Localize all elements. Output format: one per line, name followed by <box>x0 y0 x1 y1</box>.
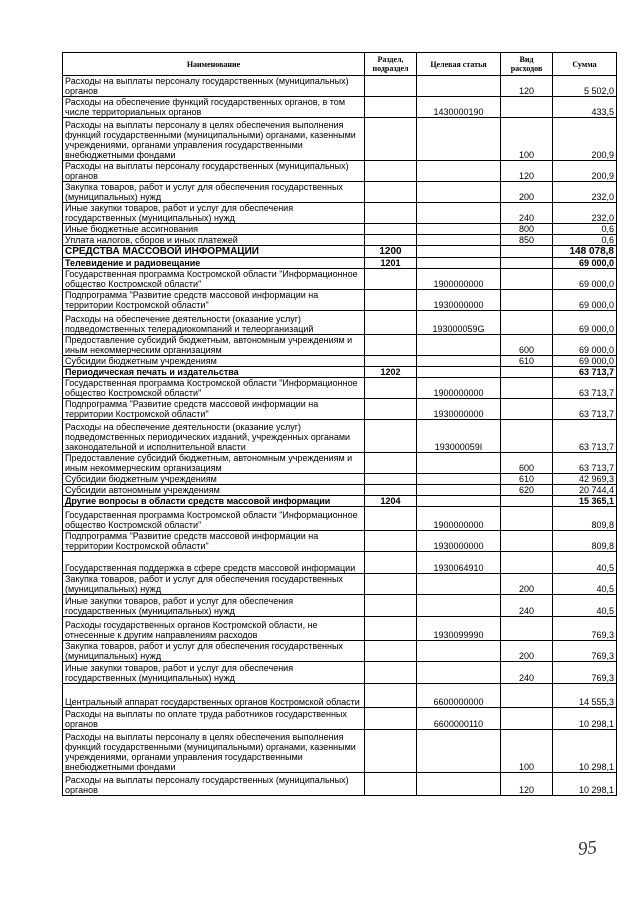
cell-name: Расходы на обеспечение деятельности (оказание услуг) подведомственных периодических изданий, учрежденных органами законодательной и исполнительной власти <box>63 420 365 453</box>
cell-sum: 809,8 <box>553 531 617 552</box>
cell-section <box>365 474 417 485</box>
cell-section <box>365 485 417 496</box>
cell-section <box>365 552 417 574</box>
cell-kind <box>501 290 553 311</box>
cell-sum: 200,9 <box>553 118 617 161</box>
cell-target: 1900000000 <box>417 378 501 399</box>
cell-section <box>365 161 417 182</box>
cell-section <box>365 378 417 399</box>
cell-name: Иные закупки товаров, работ и услуг для обеспечения государственных (муниципальных) нужд <box>63 595 365 617</box>
cell-kind: 620 <box>501 485 553 496</box>
cell-name: Расходы на выплаты персоналу в целях обеспечения выполнения функций государственными (муниципальными) органами, казенными учреждениями, органами управления государственными внебюджетными фондами <box>63 118 365 161</box>
cell-sum: 5 502,0 <box>553 76 617 97</box>
table-row <box>63 311 617 335</box>
table-row <box>63 335 617 356</box>
cell-section: 1204 <box>365 496 417 507</box>
cell-section: 1202 <box>365 367 417 378</box>
cell-kind <box>501 420 553 453</box>
table-body <box>63 76 617 796</box>
cell-sum: 433,5 <box>553 97 617 118</box>
cell-target <box>417 203 501 224</box>
cell-sum: 769,3 <box>553 617 617 641</box>
cell-kind: 240 <box>501 595 553 617</box>
cell-kind: 800 <box>501 224 553 235</box>
cell-sum: 0,6 <box>553 235 617 246</box>
cell-section <box>365 531 417 552</box>
cell-name: Предоставление субсидий бюджетным, автономным учреждениям и иным некоммерческим организациям <box>63 453 365 474</box>
cell-section <box>365 708 417 730</box>
table-row <box>63 574 617 595</box>
cell-sum: 10 298,1 <box>553 773 617 796</box>
cell-name: Закупка товаров, работ и услуг для обеспечения государственных (муниципальных) нужд <box>63 182 365 203</box>
table-row <box>63 235 617 246</box>
cell-name: Субсидии бюджетным учреждениям <box>63 474 365 485</box>
cell-target <box>417 474 501 485</box>
cell-section <box>365 269 417 290</box>
table-row <box>63 662 617 684</box>
cell-name: Расходы на выплаты персоналу в целях обеспечения выполнения функций государственными (муниципальными) органами, казенными учреждениями, органами управления государственными внебюджетными фондами <box>63 730 365 773</box>
table-row <box>63 641 617 662</box>
table-row <box>63 203 617 224</box>
cell-kind: 100 <box>501 730 553 773</box>
cell-sum: 42 969,3 <box>553 474 617 485</box>
cell-sum: 769,3 <box>553 662 617 684</box>
cell-sum: 63 713,7 <box>553 378 617 399</box>
cell-sum: 40,5 <box>553 552 617 574</box>
cell-kind <box>501 531 553 552</box>
cell-section <box>365 356 417 367</box>
cell-name: Уплата налогов, сборов и иных платежей <box>63 235 365 246</box>
cell-target <box>417 161 501 182</box>
table-row <box>63 224 617 235</box>
table-row <box>63 730 617 773</box>
cell-name: Расходы на обеспечение деятельности (оказание услуг) подведомственных телерадиокомпаний и телеорганизаций <box>63 311 365 335</box>
cell-kind <box>501 552 553 574</box>
cell-sum: 10 298,1 <box>553 708 617 730</box>
cell-sum: 232,0 <box>553 203 617 224</box>
cell-name: Иные закупки товаров, работ и услуг для обеспечения государственных (муниципальных) нужд <box>63 662 365 684</box>
cell-section <box>365 773 417 796</box>
table-row <box>63 595 617 617</box>
cell-section: 1200 <box>365 246 417 258</box>
cell-kind: 120 <box>501 76 553 97</box>
cell-sum: 63 713,7 <box>553 367 617 378</box>
cell-name: Расходы на выплаты персоналу государственных (муниципальных) органов <box>63 76 365 97</box>
cell-target: 193000059G <box>417 311 501 335</box>
cell-section <box>365 617 417 641</box>
table-row <box>63 496 617 507</box>
cell-target: 1930099990 <box>417 617 501 641</box>
cell-target <box>417 730 501 773</box>
cell-kind: 610 <box>501 474 553 485</box>
cell-section <box>365 574 417 595</box>
cell-target: 1930000000 <box>417 531 501 552</box>
table-row <box>63 684 617 708</box>
cell-section <box>365 290 417 311</box>
table-row <box>63 97 617 118</box>
cell-sum: 14 555,3 <box>553 684 617 708</box>
cell-target <box>417 118 501 161</box>
cell-target: 6600000000 <box>417 684 501 708</box>
table-row <box>63 258 617 269</box>
cell-name: Иные бюджетные ассигнования <box>63 224 365 235</box>
table-row <box>63 161 617 182</box>
cell-sum: 15 365,1 <box>553 496 617 507</box>
table-row <box>63 290 617 311</box>
cell-section <box>365 76 417 97</box>
cell-target <box>417 773 501 796</box>
cell-section <box>365 453 417 474</box>
cell-name: Субсидии бюджетным учреждениям <box>63 356 365 367</box>
page-number: 95 <box>576 837 598 860</box>
cell-kind: 120 <box>501 161 553 182</box>
cell-name: Государственная программа Костромской области "Информационное общество Костромской области" <box>63 269 365 290</box>
cell-kind: 100 <box>501 118 553 161</box>
cell-section <box>365 507 417 531</box>
cell-name: Подпрограмма "Развитие средств массовой информации на территории Костромской области" <box>63 531 365 552</box>
cell-kind <box>501 269 553 290</box>
table-row <box>63 617 617 641</box>
table-row <box>63 474 617 485</box>
cell-sum: 232,0 <box>553 182 617 203</box>
cell-target: 1930064910 <box>417 552 501 574</box>
cell-target: 1900000000 <box>417 269 501 290</box>
cell-section <box>365 595 417 617</box>
cell-target <box>417 76 501 97</box>
cell-sum: 40,5 <box>553 595 617 617</box>
cell-sum: 0,6 <box>553 224 617 235</box>
cell-target <box>417 356 501 367</box>
cell-section <box>365 235 417 246</box>
cell-target <box>417 496 501 507</box>
cell-target <box>417 595 501 617</box>
cell-sum: 63 713,7 <box>553 420 617 453</box>
cell-kind <box>501 97 553 118</box>
cell-target: 1930000000 <box>417 399 501 420</box>
cell-section <box>365 97 417 118</box>
cell-target <box>417 235 501 246</box>
cell-sum: 40,5 <box>553 574 617 595</box>
cell-target: 1930000000 <box>417 290 501 311</box>
header-section: Раздел, подраздел <box>365 53 417 76</box>
cell-sum: 148 078,8 <box>553 246 617 258</box>
cell-kind: 610 <box>501 356 553 367</box>
cell-kind: 240 <box>501 662 553 684</box>
cell-target <box>417 367 501 378</box>
cell-name: Государственная поддержка в сфере средств массовой информации <box>63 552 365 574</box>
cell-name: Телевидение и радиовещание <box>63 258 365 269</box>
cell-name: Государственная программа Костромской области "Информационное общество Костромской области" <box>63 378 365 399</box>
cell-sum: 69 000,0 <box>553 335 617 356</box>
table-row <box>63 118 617 161</box>
budget-table <box>62 52 617 796</box>
table-row <box>63 399 617 420</box>
cell-target <box>417 224 501 235</box>
cell-name: Подпрограмма "Развитие средств массовой информации на территории Костромской области" <box>63 290 365 311</box>
cell-name: Закупка товаров, работ и услуг для обеспечения государственных (муниципальных) нужд <box>63 641 365 662</box>
cell-sum: 769,3 <box>553 641 617 662</box>
cell-section <box>365 203 417 224</box>
cell-kind <box>501 684 553 708</box>
cell-kind: 200 <box>501 641 553 662</box>
cell-sum: 10 298,1 <box>553 730 617 773</box>
table-row <box>63 507 617 531</box>
cell-kind <box>501 311 553 335</box>
cell-sum: 809,8 <box>553 507 617 531</box>
cell-kind <box>501 496 553 507</box>
cell-name: Субсидии автономным учреждениям <box>63 485 365 496</box>
cell-target: 193000059I <box>417 420 501 453</box>
cell-section <box>365 684 417 708</box>
cell-name: Закупка товаров, работ и услуг для обеспечения государственных (муниципальных) нужд <box>63 574 365 595</box>
cell-name: Расходы на выплаты персоналу государственных (муниципальных) органов <box>63 773 365 796</box>
cell-section <box>365 399 417 420</box>
cell-section <box>365 335 417 356</box>
cell-sum: 69 000,0 <box>553 269 617 290</box>
cell-target <box>417 246 501 258</box>
table-row <box>63 182 617 203</box>
table-row <box>63 552 617 574</box>
cell-sum: 69 000,0 <box>553 258 617 269</box>
cell-name: Расходы на обеспечение функций государственных органов, в том числе территориальных органов <box>63 97 365 118</box>
cell-name: Иные закупки товаров, работ и услуг для обеспечения государственных (муниципальных) нужд <box>63 203 365 224</box>
cell-section <box>365 311 417 335</box>
cell-kind: 850 <box>501 235 553 246</box>
cell-sum: 63 713,7 <box>553 453 617 474</box>
cell-kind <box>501 378 553 399</box>
cell-sum: 69 000,0 <box>553 311 617 335</box>
table-row <box>63 708 617 730</box>
cell-name: Предоставление субсидий бюджетным, автономным учреждениям и иным некоммерческим организациям <box>63 335 365 356</box>
cell-name: Расходы государственных органов Костромской области, не отнесенные к другим направлениям расходов <box>63 617 365 641</box>
cell-kind: 200 <box>501 182 553 203</box>
table-row <box>63 531 617 552</box>
cell-section <box>365 118 417 161</box>
cell-kind: 120 <box>501 773 553 796</box>
cell-section <box>365 224 417 235</box>
cell-kind <box>501 507 553 531</box>
cell-kind: 600 <box>501 335 553 356</box>
header-kind: Вид расходов <box>501 53 553 76</box>
cell-name: Периодическая печать и издательства <box>63 367 365 378</box>
table-row <box>63 453 617 474</box>
cell-section <box>365 662 417 684</box>
cell-section <box>365 420 417 453</box>
cell-name: Другие вопросы в области средств массовой информации <box>63 496 365 507</box>
cell-sum: 63 713,7 <box>553 399 617 420</box>
cell-kind <box>501 399 553 420</box>
table-row <box>63 356 617 367</box>
cell-target: 6600000110 <box>417 708 501 730</box>
cell-name: Государственная программа Костромской области "Информационное общество Костромской области" <box>63 507 365 531</box>
table-row <box>63 378 617 399</box>
cell-name: Центральный аппарат государственных органов Костромской области <box>63 684 365 708</box>
cell-target <box>417 662 501 684</box>
table-row <box>63 420 617 453</box>
cell-target <box>417 485 501 496</box>
table-row <box>63 773 617 796</box>
cell-sum: 200,9 <box>553 161 617 182</box>
header-target: Целевая статья <box>417 53 501 76</box>
cell-section <box>365 730 417 773</box>
cell-target <box>417 258 501 269</box>
cell-section: 1201 <box>365 258 417 269</box>
table-row <box>63 246 617 258</box>
table-row <box>63 269 617 290</box>
cell-sum: 69 000,0 <box>553 356 617 367</box>
table-header-row <box>63 53 617 76</box>
cell-name: СРЕДСТВА МАССОВОЙ ИНФОРМАЦИИ <box>63 246 365 258</box>
cell-target <box>417 335 501 356</box>
cell-kind: 200 <box>501 574 553 595</box>
cell-kind: 240 <box>501 203 553 224</box>
cell-section <box>365 641 417 662</box>
table-row <box>63 485 617 496</box>
cell-kind <box>501 617 553 641</box>
cell-kind <box>501 246 553 258</box>
header-name: Наименование <box>63 53 365 76</box>
cell-name: Расходы на выплаты персоналу государственных (муниципальных) органов <box>63 161 365 182</box>
cell-kind <box>501 258 553 269</box>
cell-target <box>417 641 501 662</box>
cell-target <box>417 574 501 595</box>
cell-name: Расходы на выплаты по оплате труда работников государственных органов <box>63 708 365 730</box>
table-row <box>63 367 617 378</box>
cell-section <box>365 182 417 203</box>
cell-target <box>417 182 501 203</box>
cell-name: Подпрограмма "Развитие средств массовой информации на территории Костромской области" <box>63 399 365 420</box>
cell-kind: 600 <box>501 453 553 474</box>
cell-kind <box>501 708 553 730</box>
table-row <box>63 76 617 97</box>
cell-sum: 20 744,4 <box>553 485 617 496</box>
header-sum: Сумма <box>553 53 617 76</box>
cell-target: 1430000190 <box>417 97 501 118</box>
cell-kind <box>501 367 553 378</box>
cell-target <box>417 453 501 474</box>
cell-target: 1900000000 <box>417 507 501 531</box>
cell-sum: 69 000,0 <box>553 290 617 311</box>
